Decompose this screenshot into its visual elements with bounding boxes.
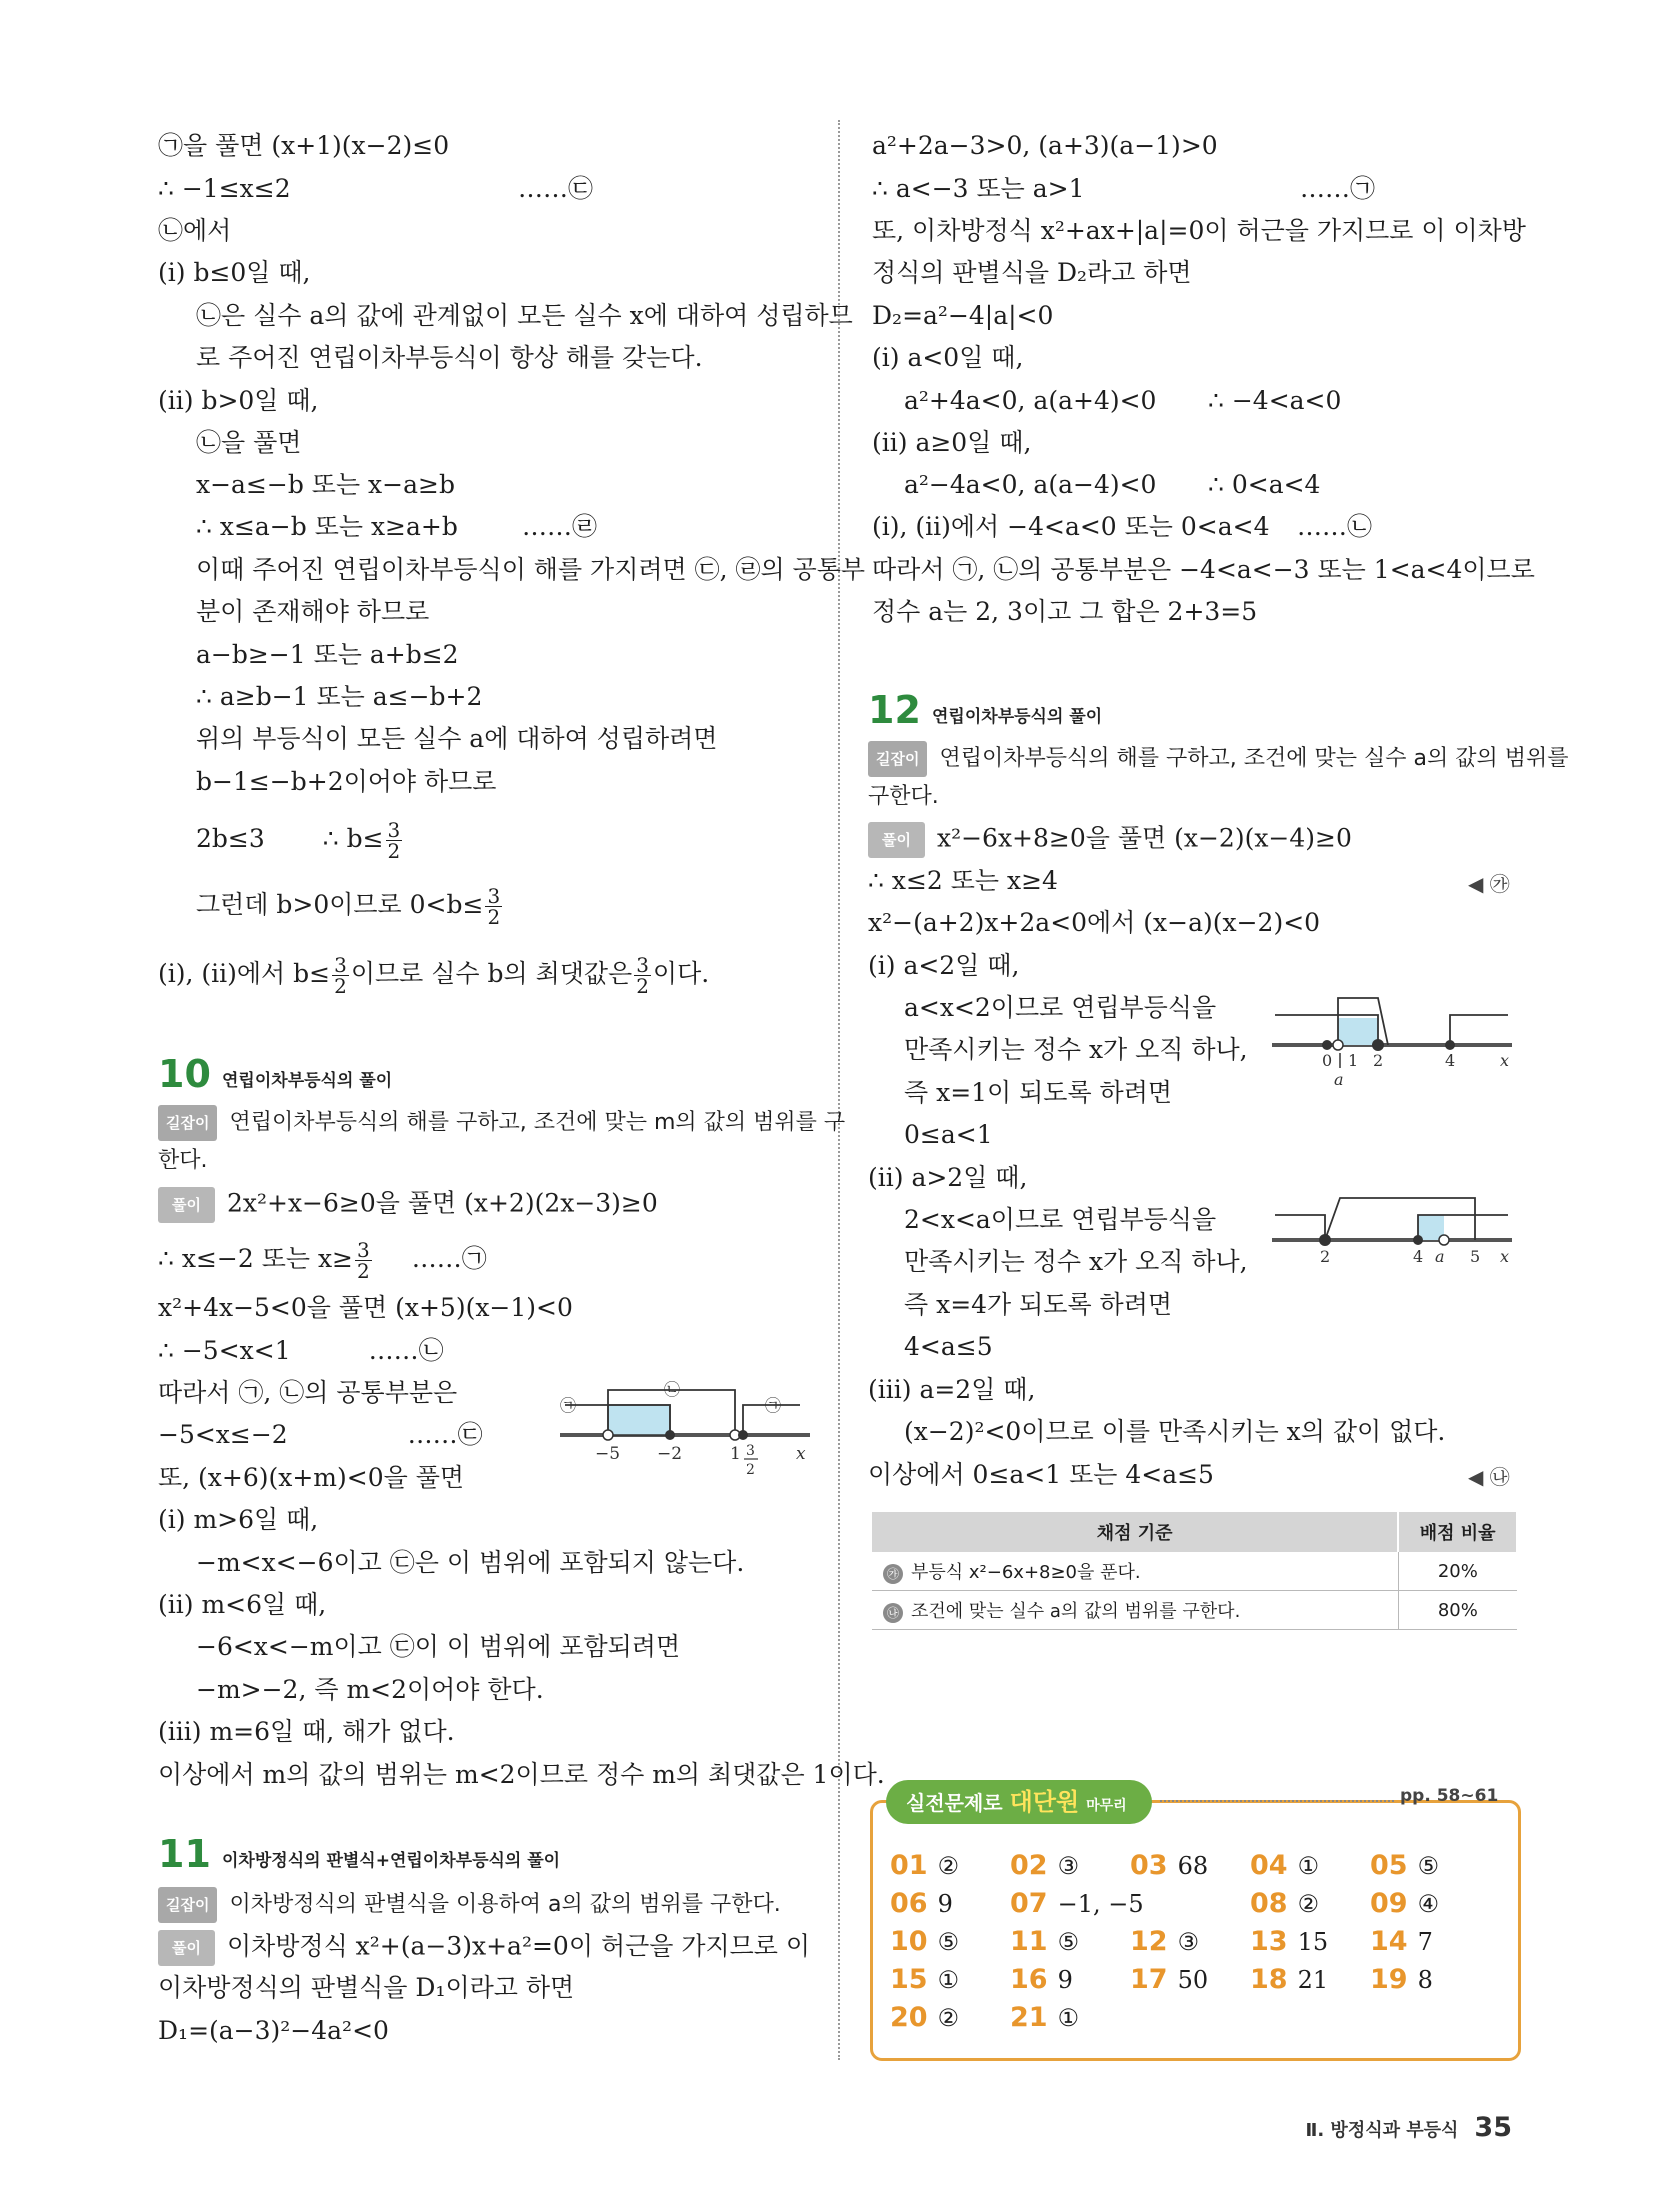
guide-line <box>158 1887 781 1923</box>
page-number: 35 <box>1474 2112 1512 2143</box>
text-part: −5<x≤−2 <box>158 1420 288 1449</box>
answer-item <box>1010 1888 1144 1919</box>
text-line: 이상에서 0≤a<1 또는 4<a≤5 <box>868 1460 1214 1489</box>
fraction-den: 2 <box>334 974 347 998</box>
closed-point <box>738 1430 748 1440</box>
guide-text: 연립이차부등식의 해를 구하고, 조건에 맞는 실수 a의 값의 범위를 <box>939 746 1569 771</box>
text-part: 2x²+x−6≥0을 풀면 (x+2)(2x−3)≥0 <box>226 1188 658 1218</box>
text-line: (iii) m=6일 때, 해가 없다. <box>158 1717 455 1746</box>
step-marker: ◀ ㉮ <box>1468 872 1510 896</box>
answer-item <box>1010 2002 1079 2033</box>
answer-value: ③ <box>1057 1852 1080 1880</box>
text-line: ㉡을 풀면 <box>196 428 302 457</box>
text-line <box>196 886 504 927</box>
answer-number: 21 <box>1010 2002 1048 2033</box>
open-point <box>1333 1040 1343 1050</box>
table-header: 채점 기준 <box>872 1512 1398 1552</box>
guide-line <box>158 1105 845 1141</box>
answer-value: 21 <box>1297 1966 1329 1994</box>
text-line: ∴ x≤2 또는 x≥4 <box>868 866 1058 895</box>
answer-value: ⑤ <box>937 1928 960 1956</box>
text-line: ∴ −1≤x≤2 <box>158 174 291 203</box>
text-part: ∴ x≤−2 또는 x≥ <box>158 1244 353 1273</box>
guide-line: 구한다. <box>868 784 939 809</box>
tick-label: 1 <box>730 1444 741 1464</box>
text-line: 이상에서 m의 값의 범위는 m<2이므로 정수 m의 최댓값은 1이다. <box>158 1760 885 1789</box>
leader-dots <box>1160 1800 1394 1802</box>
text-line: 만족시키는 정수 x가 오직 하나, <box>904 1035 1248 1064</box>
text-line: −6<x<−m이고 ㉢이 이 범위에 포함되려면 <box>196 1632 681 1661</box>
text-line: 또, 이차방정식 x²+ax+|a|=0이 허근을 가지므로 이 이차방 <box>872 216 1526 245</box>
text-line: a²+4a<0, a(a+4)<0 <box>904 386 1157 415</box>
answer-item <box>1370 1926 1433 1957</box>
text-line: (i) a<2일 때, <box>868 951 1020 980</box>
text-line: x−a≤−b 또는 x−a≥b <box>196 470 455 499</box>
answer-number: 10 <box>890 1926 928 1957</box>
answer-box-title <box>886 1780 1152 1824</box>
page-footer <box>1305 2112 1512 2143</box>
tag: ……㉢ <box>518 174 594 203</box>
text-line: 만족시키는 정수 x가 오직 하나, <box>904 1247 1248 1276</box>
answer-value: ① <box>1297 1852 1320 1880</box>
text-line: (iii) a=2일 때, <box>868 1375 1036 1404</box>
answer-item <box>1250 1964 1328 1995</box>
answer-number: 05 <box>1370 1850 1408 1881</box>
table-header-row <box>872 1512 1517 1552</box>
text-part: ∴ −5<x<1 <box>158 1336 291 1365</box>
text-line: D₂=a²−4|a|<0 <box>872 301 1054 330</box>
answer-value: ② <box>1297 1890 1320 1918</box>
page-range: pp. 58~61 <box>1400 1786 1499 1806</box>
title-part: 대단원 <box>1009 1788 1080 1816</box>
section-title: 연립이차부등식의 풀이 <box>932 707 1103 727</box>
fraction-num: 3 <box>357 1238 370 1262</box>
text-line: a²+2a−3>0, (a+3)(a−1)>0 <box>872 131 1218 160</box>
answer-item <box>1010 1964 1073 1995</box>
answer-value: ④ <box>1417 1890 1440 1918</box>
text-line <box>158 1240 487 1281</box>
answer-item <box>1010 1926 1079 1957</box>
text-line: ㉡은 실수 a의 값에 관계없이 모든 실수 x에 대하여 성립하므 <box>196 301 853 330</box>
answer-number: 04 <box>1250 1850 1288 1881</box>
table-cell: 80% <box>1398 1591 1517 1630</box>
fraction <box>332 955 349 996</box>
fraction <box>386 820 403 861</box>
text-line <box>158 1419 483 1451</box>
section-title: 연립이차부등식의 풀이 <box>222 1071 393 1091</box>
fraction-den: 2 <box>636 974 649 998</box>
text-line: (i) b≤0일 때, <box>158 258 311 287</box>
text-line: ㉡에서 <box>158 216 232 245</box>
text-line: −m>−2, 즉 m<2이어야 한다. <box>196 1675 544 1704</box>
text-line: x²−(a+2)x+2a<0에서 (x−a)(x−2)<0 <box>868 908 1321 937</box>
text-line: 즉 x=4가 되도록 하려면 <box>904 1290 1172 1319</box>
text-line: 0≤a<1 <box>904 1120 993 1149</box>
closed-point <box>1372 1039 1384 1051</box>
answer-item <box>1010 1850 1079 1881</box>
answer-value: 8 <box>1417 1966 1433 1994</box>
answer-item <box>1130 1964 1208 1995</box>
open-point <box>603 1430 613 1440</box>
tick-label: 4 <box>1445 1051 1456 1070</box>
guide-line: 한다. <box>158 1148 208 1173</box>
range-a <box>1275 1215 1325 1240</box>
number-line-diagram <box>1270 990 1520 1090</box>
answer-number: 14 <box>1370 1926 1408 1957</box>
text-part: 이차방정식 x²+(a−3)x+a²=0이 허근을 가지므로 이 <box>226 1931 811 1961</box>
text-line <box>196 820 404 861</box>
answer-number: 19 <box>1370 1964 1408 1995</box>
grading-table <box>872 1512 1518 1630</box>
answer-item <box>890 1926 959 1957</box>
text-line: 위의 부등식이 모든 실수 a에 대하여 성립하려면 <box>196 724 718 753</box>
table-cell <box>872 1591 1398 1630</box>
text-line: ∴ x≤a−b 또는 x≥a+b <box>196 512 458 541</box>
step-badge: ㉯ <box>883 1603 903 1623</box>
answer-item <box>890 2002 959 2033</box>
text-line: 로 주어진 연립이차부등식이 항상 해를 갖는다. <box>196 343 703 372</box>
mark-label: ㉠ <box>560 1396 577 1415</box>
text-line: (i) m>6일 때, <box>158 1505 319 1534</box>
solution-line <box>158 1930 810 1966</box>
range-a2 <box>1450 1015 1508 1045</box>
answer-value: ① <box>937 1966 960 1994</box>
answer-value: ③ <box>1177 1928 1200 1956</box>
answer-number: 15 <box>890 1964 928 1995</box>
solution-badge: 풀이 <box>868 822 925 858</box>
answer-value: 9 <box>1057 1966 1073 1994</box>
text-line: a<x<2이므로 연립부등식을 <box>904 993 1217 1022</box>
fraction <box>634 955 651 996</box>
closed-point <box>1413 1235 1423 1245</box>
answer-number: 01 <box>890 1850 928 1881</box>
text-line: ∴ a<−3 또는 a>1 <box>872 174 1085 203</box>
answer-item <box>1370 1888 1439 1919</box>
text-line: (ii) a≥0일 때, <box>872 428 1032 457</box>
answer-item <box>1250 1926 1328 1957</box>
number-line-diagram <box>560 1375 820 1480</box>
table-row <box>872 1552 1517 1591</box>
table-header: 배점 비율 <box>1398 1512 1517 1552</box>
title-part: 마무리 <box>1086 1798 1127 1814</box>
fraction-num: 3 <box>636 953 649 977</box>
text-part: 그런데 b>0이므로 0<b≤ <box>196 890 484 919</box>
answer-value: 15 <box>1297 1928 1329 1956</box>
text-line: (ii) a>2일 때, <box>868 1163 1028 1192</box>
criterion-text: 부등식 x²−6x+8≥0을 푼다. <box>911 1562 1141 1583</box>
text-line: D₁=(a−3)²−4a²<0 <box>158 2016 389 2045</box>
fraction-num: 3 <box>334 953 347 977</box>
fraction-den: 2 <box>487 905 501 929</box>
text-line: (i), (ii)에서 −4<a<0 또는 0<a<4 <box>872 512 1270 541</box>
answer-number: 06 <box>890 1888 928 1919</box>
answer-number: 13 <box>1250 1926 1288 1957</box>
closed-point <box>1445 1040 1455 1050</box>
tick-label: x <box>1500 1247 1510 1266</box>
tick-label: x <box>1500 1051 1510 1070</box>
tick-label: −2 <box>657 1444 683 1464</box>
text-line: 분이 존재해야 하므로 <box>196 597 430 626</box>
text-line <box>158 955 709 996</box>
fraction <box>485 886 502 927</box>
answer-value: 50 <box>1177 1966 1209 1994</box>
text-line: −m<x<−6이고 ㉢은 이 범위에 포함되지 않는다. <box>196 1548 745 1577</box>
text-line: x²+4x−5<0을 풀면 (x+5)(x−1)<0 <box>158 1293 573 1322</box>
common-region <box>1338 1018 1378 1045</box>
answer-number: 07 <box>1010 1888 1048 1919</box>
text-part: x²−6x+8≥0을 풀면 (x−2)(x−4)≥0 <box>936 823 1352 853</box>
fraction <box>355 1240 372 1281</box>
fraction-den: 2 <box>357 1259 370 1283</box>
answer-value: 68 <box>1177 1852 1209 1880</box>
answer-number: 09 <box>1370 1888 1408 1919</box>
answer-value: ⑤ <box>1417 1852 1440 1880</box>
mark-label: ㉡ <box>664 1380 681 1399</box>
text-line: (ii) m<6일 때, <box>158 1590 327 1619</box>
number-line-diagram <box>1270 1190 1520 1270</box>
section-number: 10 <box>158 1052 211 1096</box>
text-line: 즉 x=1이 되도록 하려면 <box>904 1078 1172 1107</box>
answer-item <box>1250 1850 1319 1881</box>
tick-label: 1 <box>1348 1051 1359 1070</box>
answer-number: 18 <box>1250 1964 1288 1995</box>
tick-label: x <box>796 1444 806 1464</box>
answer-number: 17 <box>1130 1964 1168 1995</box>
answer-number: 12 <box>1130 1926 1168 1957</box>
text-line: (i) a<0일 때, <box>872 343 1024 372</box>
guide-text: 연립이차부등식의 해를 구하고, 조건에 맞는 m의 값의 범위를 구 <box>229 1110 846 1135</box>
solution-line <box>158 1187 658 1223</box>
open-point <box>1439 1235 1449 1245</box>
text-line: 2<x<a이므로 연립부등식을 <box>904 1205 1217 1234</box>
text-part: 2b≤3 <box>196 824 265 853</box>
mark-label: ㉠ <box>765 1396 782 1415</box>
chapter-label: Ⅱ. 방정식과 부등식 <box>1305 2120 1459 2141</box>
answer-value: ⑤ <box>1057 1928 1080 1956</box>
text-line: ∴ a≥b−1 또는 a≤−b+2 <box>196 682 483 711</box>
solution-line <box>868 822 1352 858</box>
table-cell: 20% <box>1398 1552 1517 1591</box>
tick-label: 2 <box>1320 1247 1331 1266</box>
section-title: 이차방정식의 판별식+연립이차부등식의 풀이 <box>222 1851 561 1871</box>
solution-badge: 풀이 <box>158 1930 215 1966</box>
answer-item <box>1370 1850 1439 1881</box>
table-cell <box>872 1552 1398 1591</box>
text-line: 정수 a는 2, 3이고 그 합은 2+3=5 <box>872 597 1258 626</box>
tick-label: 2 <box>1373 1051 1384 1070</box>
tag: ……㉡ <box>1297 512 1373 541</box>
tick-label: −5 <box>595 1444 621 1464</box>
text-line: 이때 주어진 연립이차부등식이 해를 가지려면 ㉢, ㉣의 공통부 <box>196 555 866 584</box>
answer-number: 03 <box>1130 1850 1168 1881</box>
answer-number: 02 <box>1010 1850 1048 1881</box>
fraction-num: 3 <box>387 818 401 842</box>
text-line: 따라서 ㉠, ㉡의 공통부분은 −4<a<−3 또는 1<a<4이므로 <box>872 555 1535 584</box>
text-line: (x−2)²<0이므로 이를 만족시키는 x의 값이 없다. <box>904 1417 1446 1446</box>
text-part: 이므로 실수 b의 최댓값은 <box>350 959 633 988</box>
range-b <box>1325 1198 1475 1240</box>
text-line: 정식의 판별식을 D₂라고 하면 <box>872 258 1192 287</box>
text-line: b−1≤−b+2이어야 하므로 <box>196 767 497 796</box>
answer-item <box>890 1888 953 1919</box>
section-number: 12 <box>868 688 921 732</box>
answer-value: 9 <box>937 1890 953 1918</box>
tag: ……㉣ <box>522 512 598 541</box>
step-marker: ◀ ㉯ <box>1468 1465 1510 1489</box>
answer-number: 08 <box>1250 1888 1288 1919</box>
common-region <box>608 1405 670 1435</box>
text-line: (ii) b>0일 때, <box>158 386 319 415</box>
answer-value: ② <box>937 1852 960 1880</box>
guide-badge: 길잡이 <box>158 1887 217 1923</box>
text-line: 따라서 ㉠, ㉡의 공통부분은 <box>158 1378 458 1407</box>
text-line: a²−4a<0, a(a−4)<0 <box>904 470 1157 499</box>
text-line: ∴ 0<a<4 <box>1208 470 1321 499</box>
answer-item <box>1370 1964 1433 1995</box>
guide-badge: 길잡이 <box>158 1105 217 1141</box>
guide-text: 이차방정식의 판별식을 이용하여 a의 값의 범위를 구한다. <box>229 1892 781 1917</box>
tag: ……㉡ <box>368 1336 444 1365</box>
tag: ……㉠ <box>1300 174 1376 203</box>
fraction-den: 2 <box>387 839 401 863</box>
closed-point <box>665 1430 675 1440</box>
text-line: 또, (x+6)(x+m)<0을 풀면 <box>158 1463 465 1492</box>
text-part: 이다. <box>652 959 710 988</box>
text-part: (i), (ii)에서 b≤ <box>158 959 331 988</box>
title-part: 실전문제로 <box>906 1791 1003 1815</box>
closed-point <box>1322 1040 1332 1050</box>
answer-number: 20 <box>890 2002 928 2033</box>
tick-label: 3 <box>746 1443 755 1459</box>
table-row <box>872 1591 1517 1630</box>
tick-label: a <box>1435 1247 1445 1266</box>
answer-value: ② <box>937 2004 960 2032</box>
answer-value: 7 <box>1417 1928 1433 1956</box>
tick-label: 2 <box>746 1462 755 1478</box>
text-line: 4<a≤5 <box>904 1332 993 1361</box>
answer-value: ① <box>1057 2004 1080 2032</box>
solution-badge: 풀이 <box>158 1187 215 1223</box>
answer-item <box>1130 1926 1199 1957</box>
answer-number: 11 <box>1010 1926 1048 1957</box>
criterion-text: 조건에 맞는 실수 a의 값의 범위를 구한다. <box>911 1601 1241 1622</box>
tag: ……㉠ <box>411 1244 487 1273</box>
step-badge: ㉮ <box>883 1564 903 1584</box>
tick-label: a <box>1334 1070 1344 1089</box>
text-line: 이차방정식의 판별식을 D₁이라고 하면 <box>158 1973 575 2002</box>
section-number: 11 <box>158 1832 211 1876</box>
tick-label: 4 <box>1413 1247 1424 1266</box>
guide-badge: 길잡이 <box>868 741 927 777</box>
text-line: ∴ −4<a<0 <box>1208 386 1342 415</box>
text-part: ∴ b≤ <box>322 824 384 853</box>
guide-line <box>868 741 1568 777</box>
answer-number: 16 <box>1010 1964 1048 1995</box>
tick-label: 5 <box>1470 1247 1481 1266</box>
tag: ……㉢ <box>407 1420 483 1449</box>
answer-item <box>1130 1850 1208 1881</box>
answer-item <box>890 1964 959 1995</box>
answer-value: −1, −5 <box>1057 1890 1144 1918</box>
tick-label: 0 <box>1322 1051 1333 1070</box>
closed-point <box>1319 1234 1331 1246</box>
text-line: a−b≥−1 또는 a+b≤2 <box>196 640 459 669</box>
text-line: ㉠을 풀면 (x+1)(x−2)≤0 <box>158 131 450 160</box>
text-line <box>158 1335 444 1367</box>
answer-item <box>1250 1888 1319 1919</box>
fraction-num: 3 <box>487 884 501 908</box>
answer-item <box>890 1850 959 1881</box>
